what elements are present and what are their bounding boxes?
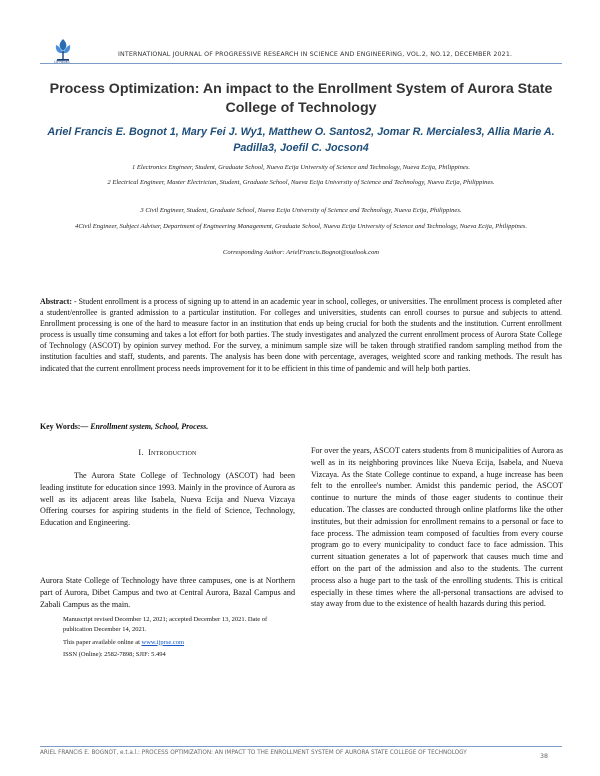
issn: ISSN (Online): 2582-7898; SJIF: 5.494 bbox=[63, 651, 166, 659]
keywords-label: Key Words:— bbox=[40, 422, 89, 431]
abstract-label: Abstract: bbox=[40, 297, 72, 306]
paper-title: Process Optimization: An impact to the Enrollment System of Aurora State College of Technology bbox=[49, 81, 553, 116]
page-number: 38 bbox=[540, 753, 549, 760]
online-prefix: This paper available online at bbox=[63, 638, 142, 646]
corresponding-author: Corresponding Author: ArielFrancis.Bognot@outlook.com bbox=[222, 249, 380, 256]
affiliation-1: 1 Electronics Engineer, Student, Graduate School, Nueva Ecija University of Science and Technology, Nueva Ecija, Philippines. bbox=[131, 164, 471, 171]
footer-divider bbox=[40, 746, 562, 747]
manuscript-dates: Manuscript revised December 12, 2021; accepted December 13, 2021. Date of publication December 14, 2021. bbox=[63, 616, 268, 633]
online-availability bbox=[63, 638, 295, 648]
manuscript-info bbox=[63, 615, 295, 663]
intro-paragraph-1 bbox=[40, 470, 295, 529]
affiliation-4: 4Civil Engineer, Subject Adviser, Department of Engineering Management, Graduate School, Nueva Ecija University of Science and Technology, Nueva Ecija, Philippines. bbox=[75, 223, 527, 230]
affiliation-2: 2 Electrical Engineer, Master Electrician, Student, Graduate School, Nueva Ecija University of Science and Technology, Nueva Ecija, Philippines. bbox=[107, 179, 495, 186]
intro-paragraph-1-text: The Aurora State College of Technology (ASCOT) had been leading institute for education since 1993. Mainly in the province of Aurora as well as its adjacent areas like Isabela, Nueva Ecija and Nueva Vizcaya Offering courses for aspiring students in the field of Science, Technology, Education and Engineering. bbox=[40, 471, 295, 528]
journal-header: INTERNATIONAL JOURNAL OF PROGRESSIVE RESEARCH IN SCIENCE AND ENGINEERING, VOL.2, NO.12, DECEMBER 2021. bbox=[118, 51, 513, 58]
footer-citation: ARIEL FRANCIS E. BOGNOT, e.t.a.l.: PROCESS OPTIMIZATION: AN IMPACT TO THE ENROLLMENT SYSTEM OF AURORA STATE COLLEGE OF TECHNOLOGY bbox=[40, 750, 467, 756]
journal-link[interactable]: www.ijprse.com bbox=[141, 638, 185, 646]
section-heading bbox=[40, 448, 295, 457]
section-title: Introduction bbox=[148, 448, 197, 457]
keywords-text: Enrollment system, School, Process. bbox=[88, 422, 209, 431]
abstract-text: - Student enrollment is a process of signing up to attend in an academic year in school, colleges, or universities. The enrollment process is completed after a student/enrollee is granted admission to a particular institution. For colleges and universities, students can enroll courses to pursue and subjects to attend. Enrollment processing is one of the hard to measure factor in an institution that ends up being crucial for both the students and the institution. Current enrollment process is usually time consuming and takes a lot effort for both parties. The study investigates and analyzed the current enrollment process of Aurora State College of Technology (ASCOT) by opinion survey method. For the survey, a minimum sample size will be taken through stratified random sampling method from the institution faculties and staff, students, and parents. The analysis has been done with percentage, averages, weighted score and ranking methods. The result has indicated that the current enrollment process needs improvement for it to be efficient in this time of pandemic and will help both parties. bbox=[40, 297, 562, 373]
section-numeral: I. bbox=[138, 448, 144, 457]
keywords bbox=[40, 422, 562, 431]
header-divider bbox=[40, 63, 562, 64]
logo-text: IJPREMS bbox=[54, 60, 70, 64]
author-list: Ariel Francis E. Bognot 1, Mary Fei J. Wy1, Matthew O. Santos2, Jomar R. Merciales3, Allia Marie A. Padilla3, Joefil C. Jocson4 bbox=[47, 126, 555, 154]
abstract bbox=[40, 296, 562, 374]
intro-right-column: For over the years, ASCOT caters students from 8 municipalities of Aurora as well as in its neighboring provinces like Nueva Ecija, Isabela, and Nueva Vizcaya. As the State College continue to expand, a huge increase has been felt to the enrollee's number. Amidst this pandemic period, the ASCOT continue to nurture the minds of those eager students to continue their education. The classes are conducted through online platforms like the other institutes, but their admission for enrollment remains to a personal or face to face process. The admission team composed of faculties from every course program go to every municipality to conduct face to face admission. This current situation generates a lot of paperwork that causes much time and effort on the part of the admission and also to the students. The current process also a huge part to the task of the enrolling students. This is critical especially in these times where the all-personal transactions are advised to stay away from due to the existence of health hazards during this period. bbox=[311, 446, 563, 609]
affiliation-3: 3 Civil Engineer, Student, Graduate School, Nueva Ecija University of Science and Technology, Nueva Ecija, Philippines. bbox=[140, 207, 462, 214]
intro-paragraph-2: Aurora State College of Technology have three campuses, one is at Northern part of Aurora, Dibet Campus and two at Central Aurora, Bazal Campus and Zabali Campus as the main. bbox=[40, 576, 295, 609]
